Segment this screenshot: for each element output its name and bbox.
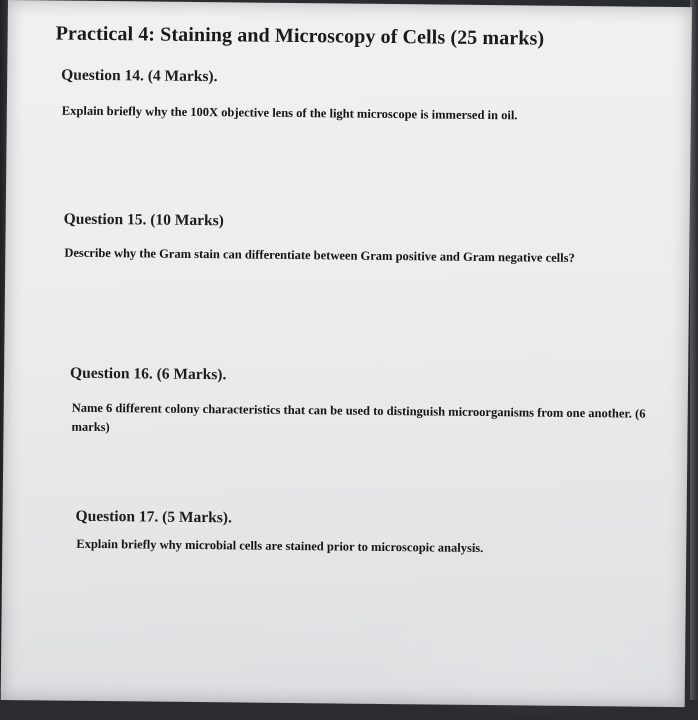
question-14-body: Explain briefly why the 100X objective lens of the light microscope is immersed in oil. bbox=[61, 103, 518, 123]
question-16-body: Name 6 different colony characteristics that can be used to distinguish microorganisms from one another. (6 marks) bbox=[71, 400, 646, 435]
page-title: Practical 4: Staining and Microscopy of Cells (25 marks) bbox=[55, 22, 545, 50]
document-page bbox=[1, 0, 692, 707]
question-15-heading: Question 15. (10 Marks) bbox=[63, 210, 224, 230]
question-17-body: Explain briefly why microbial cells are stained prior to microscopic analysis. bbox=[76, 536, 484, 556]
question-17-heading: Question 17. (5 Marks). bbox=[75, 507, 232, 527]
screen-bezel-right bbox=[690, 0, 698, 700]
question-15-body: Describe why the Gram stain can differentiate between Gram positive and Gram negative cells? bbox=[64, 245, 575, 265]
question-16-heading: Question 16. (6 Marks). bbox=[70, 364, 227, 384]
question-14-heading: Question 14. (4 Marks). bbox=[61, 66, 218, 86]
